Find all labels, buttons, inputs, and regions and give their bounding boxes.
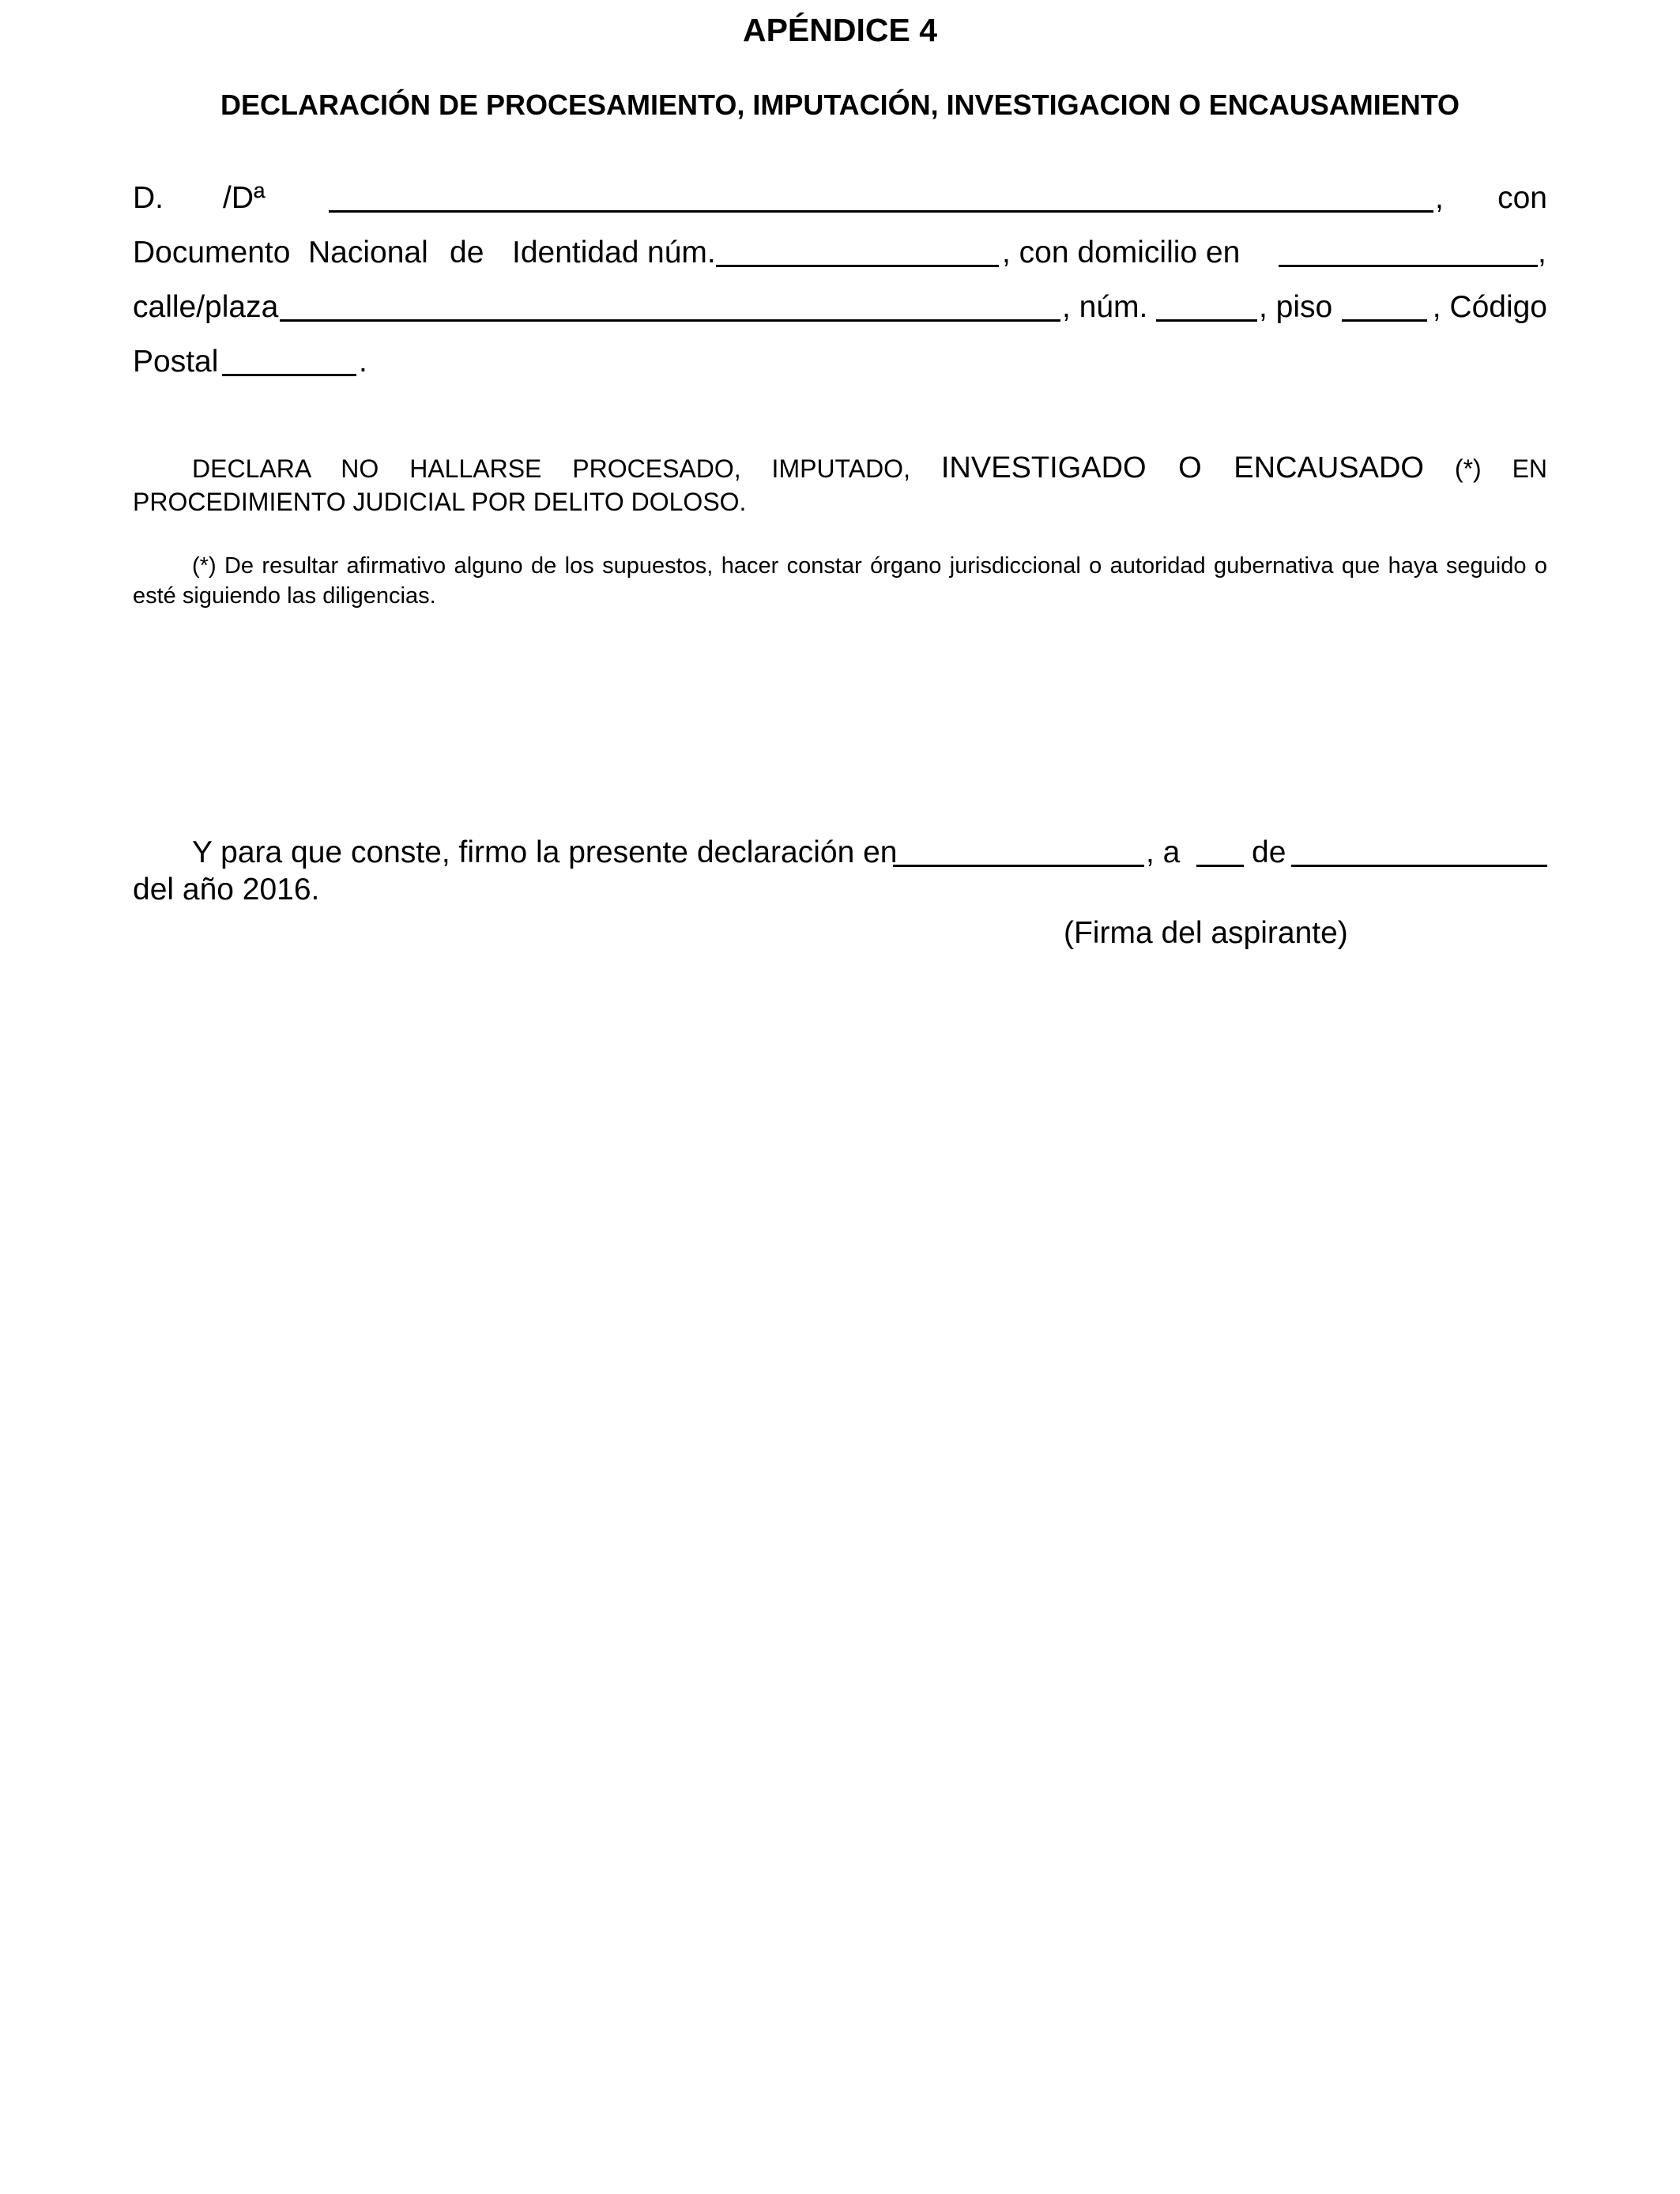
name-field[interactable] <box>329 183 1433 213</box>
name-suffix: , <box>1435 181 1444 215</box>
text-identidad: Identidad <box>512 236 639 270</box>
text-con-domicilio: , con domicilio en <box>1002 236 1241 270</box>
text-codigo: , Código <box>1432 290 1547 324</box>
footnote: (*) De resultar afirmativo alguno de los supuestos, hacer constar órgano jurisdiccional o autoridad gubernativa que haya seguido o esté siguiendo las diligencias. <box>133 553 1547 609</box>
text-calle: calle/plaza <box>133 290 279 324</box>
numero-field[interactable] <box>1156 292 1257 322</box>
form-line-name <box>133 179 1547 218</box>
declaration-part3: (*) EN PROCEDIMIENTO JUDICIAL POR DELITO DOLOSO. <box>133 454 1548 516</box>
calle-field[interactable] <box>280 292 1060 322</box>
declaration-heading: DECLARACIÓN DE PROCESAMIENTO, IMPUTACIÓN, INVESTIGACION O ENCAUSAMIENTO <box>220 89 1460 121</box>
declaration-part1: DECLARA NO HALLARSE PROCESADO, IMPUTADO, <box>192 454 910 483</box>
prefix-da: /Dª <box>223 181 266 215</box>
form-line-dni <box>133 233 1547 273</box>
month-field[interactable] <box>1291 838 1547 867</box>
text-num: núm. <box>647 236 716 270</box>
text-postal: Postal <box>133 345 219 379</box>
postal-field[interactable] <box>222 347 356 376</box>
appendix-title: APÉNDICE 4 <box>742 12 938 48</box>
text-nacional: Nacional <box>308 236 428 270</box>
postal-suffix: . <box>359 345 367 379</box>
domicilio-suffix: , <box>1538 236 1546 270</box>
closing-year: del año 2016. <box>133 873 320 907</box>
prefix-d: D. <box>133 181 164 215</box>
piso-field[interactable] <box>1342 292 1427 322</box>
declaration-part2: INVESTIGADO O ENCAUSADO <box>940 451 1424 484</box>
text-documento: Documento <box>133 236 291 270</box>
closing-a: , a <box>1146 835 1181 869</box>
place-field[interactable] <box>893 838 1144 867</box>
closing-line-2 <box>133 870 1547 910</box>
closing-de: de <box>1252 835 1286 869</box>
dni-field[interactable] <box>716 238 999 267</box>
text-piso: , piso <box>1259 290 1333 324</box>
text-de: de <box>450 236 484 270</box>
signature-label: (Firma del aspirante) <box>1064 916 1348 950</box>
word-con: con <box>1497 181 1547 215</box>
declaration-text <box>133 451 1547 518</box>
form-line-address <box>133 288 1547 327</box>
domicilio-field[interactable] <box>1279 238 1538 267</box>
closing-intro: Y para que conste, firmo la presente declaración en <box>192 835 898 869</box>
form-line-postal <box>133 342 1547 382</box>
text-num-address: , núm. <box>1062 290 1148 324</box>
day-field[interactable] <box>1196 838 1244 867</box>
